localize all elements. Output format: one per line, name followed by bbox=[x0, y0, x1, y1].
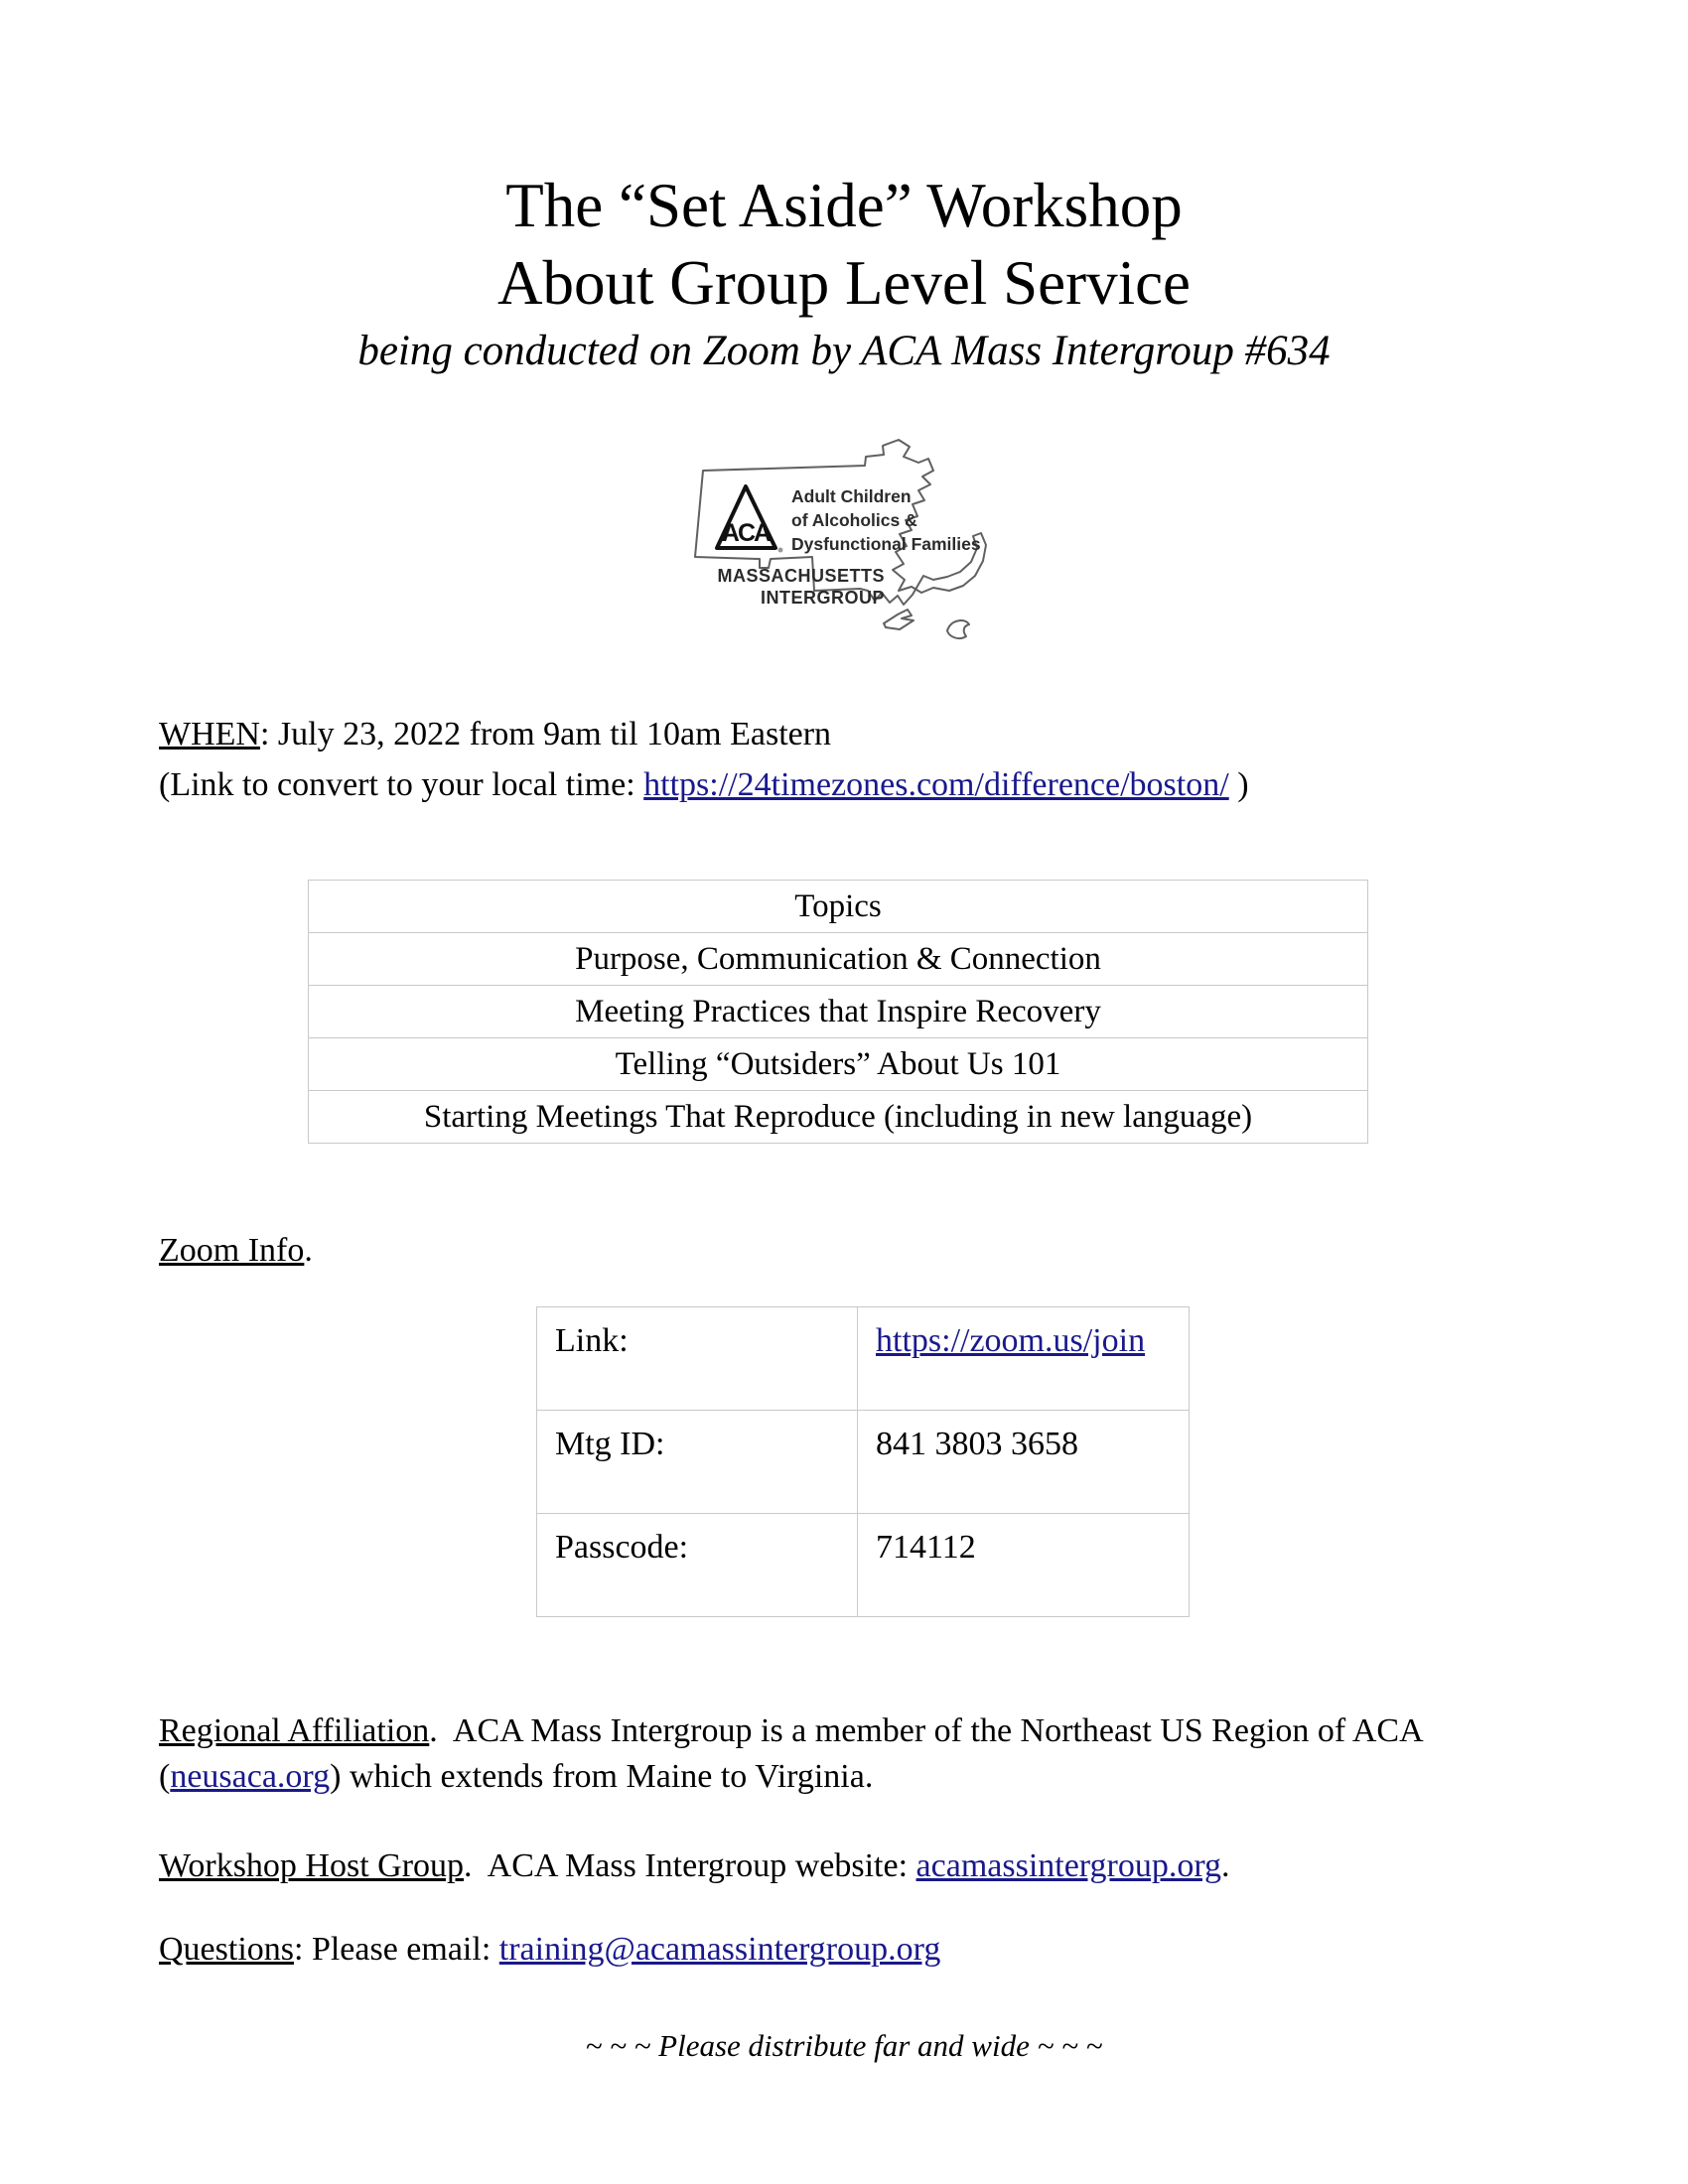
intergroup-logo bbox=[159, 435, 1529, 653]
zoom-join-link[interactable]: https://zoom.us/join bbox=[876, 1322, 1146, 1359]
table-row bbox=[309, 986, 1368, 1038]
logo-org-line1: Adult Children bbox=[790, 486, 912, 506]
topics-table bbox=[308, 880, 1368, 1144]
page-title-line2: About Group Level Service bbox=[496, 248, 1192, 318]
when-label: WHEN bbox=[159, 716, 260, 752]
logo-region-line1: MASSACHUSETTS bbox=[716, 566, 885, 586]
registered-mark-icon bbox=[777, 548, 782, 553]
convert-suffix: ) bbox=[1228, 766, 1249, 803]
logo-org-line3: Dysfunctional Families bbox=[790, 534, 981, 554]
when-text: : July 23, 2022 from 9am til 10am Eastern bbox=[259, 716, 832, 752]
topic-cell: Meeting Practices that Inspire Recovery bbox=[309, 986, 1368, 1038]
regional-affiliation-paragraph bbox=[159, 1708, 1529, 1800]
topic-cell: Starting Meetings That Reproduce (including in new language) bbox=[309, 1091, 1368, 1144]
zoom-info-heading bbox=[159, 1229, 1529, 1273]
host-text: . ACA Mass Intergroup website: bbox=[464, 1847, 916, 1884]
acamassintergroup-link[interactable]: acamassintergroup.org bbox=[915, 1847, 1222, 1884]
regional-affiliation-label: Regional Affiliation bbox=[159, 1712, 430, 1749]
questions-text: : Please email: bbox=[294, 1931, 499, 1968]
host-text-end: . bbox=[1221, 1847, 1230, 1884]
workshop-host-paragraph bbox=[159, 1843, 1529, 1889]
meeting-id-value: 841 3803 3658 bbox=[858, 1411, 1190, 1514]
massachusetts-map-icon bbox=[673, 435, 1016, 648]
meeting-id-label: Mtg ID: bbox=[537, 1411, 858, 1514]
regional-text-end: ) which extends from Maine to Virginia. bbox=[330, 1758, 874, 1795]
page-subtitle: being conducted on Zoom by ACA Mass Intergroup #634 bbox=[357, 328, 1331, 374]
zoom-info-table bbox=[536, 1306, 1190, 1617]
questions-label: Questions bbox=[159, 1931, 294, 1968]
page-title-line1: The “Set Aside” Workshop bbox=[505, 171, 1183, 240]
table-row bbox=[309, 881, 1368, 933]
workshop-host-label: Workshop Host Group bbox=[159, 1847, 465, 1884]
training-email-link[interactable]: training@acamassintergroup.org bbox=[498, 1931, 941, 1968]
table-row bbox=[537, 1514, 1190, 1617]
nantucket-outline bbox=[947, 620, 969, 638]
table-row bbox=[537, 1411, 1190, 1514]
passcode-label: Passcode: bbox=[537, 1514, 858, 1617]
topics-header-cell: Topics bbox=[309, 881, 1368, 933]
timezone-converter-link[interactable]: https://24timezones.com/difference/boston/ bbox=[643, 766, 1229, 803]
table-row bbox=[537, 1307, 1190, 1411]
convert-prefix: (Link to convert to your local time: bbox=[159, 766, 644, 803]
passcode-value: 714112 bbox=[858, 1514, 1190, 1617]
topic-cell: Purpose, Communication & Connection bbox=[309, 933, 1368, 986]
logo-region-line2: INTERGROUP bbox=[760, 588, 885, 608]
questions-paragraph bbox=[159, 1927, 1529, 1973]
logo-org-line2: of Alcoholics & bbox=[790, 510, 917, 530]
regional-text: . ACA Mass Intergroup is a member of the Northeast US Region of ACA ( bbox=[159, 1712, 1431, 1795]
when-paragraph bbox=[159, 709, 1529, 810]
zoom-link-label: Link: bbox=[537, 1307, 858, 1411]
zoom-link-cell bbox=[858, 1307, 1190, 1411]
neusaca-link[interactable]: neusaca.org bbox=[170, 1758, 331, 1795]
marthas-vineyard-outline bbox=[884, 610, 914, 629]
table-row bbox=[309, 1038, 1368, 1091]
title-block bbox=[159, 0, 1529, 377]
zoom-info-label: Zoom Info bbox=[159, 1232, 305, 1269]
distribute-note: ~ ~ ~ Please distribute far and wide ~ ~ ~ bbox=[585, 2028, 1103, 2063]
aca-acronym: ACA bbox=[721, 519, 770, 547]
table-row bbox=[309, 1091, 1368, 1144]
topic-cell: Telling “Outsiders” About Us 101 bbox=[309, 1038, 1368, 1091]
table-row bbox=[309, 933, 1368, 986]
zoom-info-period: . bbox=[304, 1232, 313, 1269]
